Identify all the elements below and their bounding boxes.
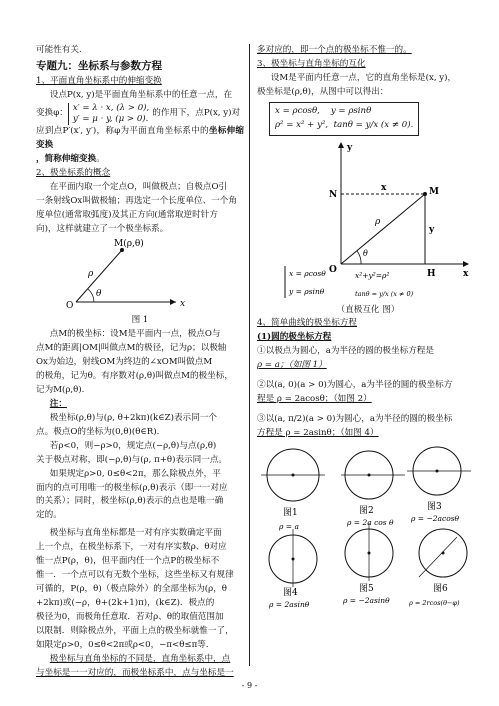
fig-equation: y = ρsinθ — [289, 286, 325, 296]
section-title: 专题九：坐标系与参数方程 — [36, 59, 162, 72]
paragraph-text: ①以极点为圆心，a为半径的圆的极坐标方程是 — [257, 346, 434, 357]
caption-fig1: 图1 — [283, 507, 298, 518]
paragraph-text: 以限制．则除极点外，平面上点的极坐标就惟一了， — [36, 625, 234, 636]
paragraph-text: 的作用下，点P(x, y)对 — [152, 107, 241, 118]
label-x: x — [180, 299, 186, 310]
center-dot — [368, 551, 371, 554]
eq-fig2: ρ = 2a cos θ — [347, 517, 394, 527]
paragraph-text: +2kπ)或(−ρ，θ+(2k+1)π)，(k∈Z)．极点的 — [36, 597, 215, 608]
intro-line: 可能性有关. — [36, 45, 82, 55]
formula: x = ρcosθ, — [275, 105, 320, 116]
formula: y = ρsinθ — [330, 105, 372, 116]
figure-caption: （直极互化 图） — [336, 304, 400, 315]
subsection-conversion: 3、极坐标与直角坐标的互化 — [257, 58, 366, 69]
formula-row — [275, 119, 413, 133]
label-rho: ρ — [375, 216, 381, 227]
figure-conversion — [257, 138, 479, 306]
paragraph-text: 惟一点P(ρ，θ)，但平面内任一个点P的极坐标不 — [36, 556, 220, 567]
label-x: x — [463, 268, 469, 279]
label-x-top: x — [381, 182, 387, 193]
paragraph-text: 极坐标与直角坐标都是一对有序实数确定平面 — [49, 528, 222, 539]
paragraph-text: 与坐标是一一对应的，而极坐标系中，点与坐标是一 — [36, 667, 234, 678]
right-column — [257, 44, 479, 611]
label-y: y — [347, 142, 353, 153]
paragraph-text: 关于极点对称，即(−ρ,θ)与(ρ, π+θ)表示同一点。 — [36, 454, 228, 465]
conversion-formula-box — [269, 102, 419, 136]
eq-fig5: ρ = −2asinθ — [343, 595, 390, 605]
paragraph-text: 设M是平面内任意一点，它的直角坐标是(x, y)， — [270, 72, 457, 83]
left-column — [36, 44, 244, 680]
paragraph-text: 若ρ<0，则−ρ>0，规定点(−ρ,θ)与点(ρ,θ) — [49, 440, 217, 451]
transform-equations — [68, 103, 149, 125]
formula: ρ² = x² + y², — [275, 119, 329, 130]
eq-fig4: ρ = 2asinθ — [269, 599, 310, 609]
center-dot — [436, 469, 439, 472]
caption-fig2: 图2 — [359, 505, 374, 516]
label-rho: ρ — [88, 269, 94, 280]
paragraph-text: 极径为0，而极角任意取．若对ρ、θ的取值范围加 — [36, 611, 224, 622]
paragraph-text: 上一个点，在极坐标系下，一对有序实数ρ、θ对应 — [36, 542, 227, 553]
bold-term: 伸缩变换 — [61, 153, 97, 164]
circle-figures — [257, 441, 479, 611]
equation: y′ = μ · y, (μ > 0). — [72, 113, 149, 124]
paragraph-text: 的关系）；同时，极坐标(ρ,θ)表示的点也是唯一确 — [36, 496, 224, 507]
figure-1-polar — [36, 236, 244, 322]
equation-line: 方程是 ρ = 2asinθ；（如图 4） — [257, 427, 379, 438]
label-theta: θ — [363, 248, 368, 258]
fig-equation: tanθ = y/x (x ≠ 0) — [355, 289, 414, 298]
subsection-stretch-transform: 1、平面直角坐标系中的伸缩变换 — [36, 75, 162, 86]
ray-om — [341, 194, 425, 264]
note-label: 注： — [49, 399, 67, 410]
subsection-circle: (1)圆的极坐标方程 — [257, 332, 332, 343]
paragraph-text: 向)，这样就建立了一个极坐标系。 — [36, 223, 169, 234]
label-y-side: y — [429, 224, 435, 235]
formula-row — [275, 105, 413, 119]
label-o: O — [66, 301, 74, 312]
paragraph-text — [36, 153, 244, 167]
paragraph-text: 变换φ： — [36, 107, 68, 118]
angle-arc — [357, 251, 361, 264]
equation-line: ρ = a；（如图 1） — [257, 360, 327, 371]
caption-fig4: 图4 — [283, 587, 298, 598]
paragraph-text: 定的。 — [36, 510, 62, 521]
formula: tanθ = y/x (x ≠ 0). — [333, 119, 414, 130]
equation: x′ = λ · x, (λ > 0), — [72, 102, 150, 113]
equation-line: 程是 ρ = 2acosθ；（如图 2） — [257, 394, 372, 405]
label-n: N — [329, 189, 338, 200]
label-m: M(ρ,θ) — [114, 239, 144, 250]
eq-fig3: ρ = −2acosθ — [411, 513, 460, 523]
center-dot — [442, 551, 445, 554]
paragraph-text: 点M的极坐标：设M是平面内一点，极点O与 — [49, 329, 221, 340]
point-m — [423, 192, 427, 196]
text: 应到点P′(x′, y′)，称φ为平面直角坐标系中的 — [36, 126, 209, 137]
paragraph-text: 如果规定ρ>0, 0≤θ<2π，那么除极点外，平 — [49, 468, 221, 479]
paragraph-text: 多对应的，即一个点的极坐标不惟一的。 — [257, 45, 412, 55]
center-dot — [292, 473, 295, 476]
paragraph-text: 一条射线Ox叫做极轴；再选定一个长度单位、一个角 — [36, 195, 237, 206]
arrow-icon — [170, 299, 176, 305]
caption-fig5: 图5 — [359, 583, 374, 594]
paragraph-text — [36, 125, 244, 153]
fig-equation: x = ρcosθ — [289, 268, 326, 278]
paragraph-text: 极坐标与直角坐标的不同是，直角坐标系中，点 — [49, 653, 231, 664]
paragraph-text: 极坐标(ρ,θ)与(ρ, θ+2kπ)(k∈Z)表示同一个 — [49, 412, 217, 423]
subsection-polar-concept: 2、极坐标系的概念 — [36, 167, 111, 178]
caption-fig6: 图6 — [433, 583, 448, 594]
paragraph-text: 记为M(ρ,θ). — [36, 385, 85, 396]
subsection-curves: 4、简单曲线的极坐标方程 — [257, 318, 357, 329]
label-o: O — [329, 264, 337, 275]
page-number: - 9 - — [241, 681, 258, 690]
paragraph-text: ②以(a, 0)(a > 0)为圆心，a为半径的圆的极坐标方 — [257, 380, 453, 391]
label-h: H — [427, 268, 436, 279]
text: 。 — [96, 153, 105, 164]
text: ，简称 — [36, 153, 62, 164]
paragraph-text: 如限定ρ>0，0≤θ<2π或ρ<0，−π<θ≤π等． — [36, 639, 215, 650]
angle-arc — [88, 289, 94, 302]
arrow-icon — [463, 261, 469, 267]
eq-fig1: ρ = a — [279, 521, 299, 531]
label-m: M — [429, 186, 439, 197]
fig-equation: x²+y²=ρ² — [355, 270, 390, 280]
paragraph-text: 点M的距离|OM|叫做点M的极径，记为ρ；以极轴 — [36, 343, 227, 354]
paragraph-text: 度单位(通常取弧度)及其正方向(通常取逆时针方 — [36, 209, 218, 220]
paragraph-text: 的极角，记为θ。有序数对(ρ,θ)叫做点M的极坐标， — [36, 371, 233, 382]
paragraph-text: 极坐标是(ρ,θ)，从图中可以得出： — [257, 86, 389, 97]
paragraph-text: 点。极点O的坐标为(0,θ)(θ∈R). — [36, 426, 160, 437]
paragraph-text: 惟一．一个点可以有无数个坐标，这些坐标又有规律 — [36, 570, 234, 581]
center-dot — [368, 473, 371, 476]
paragraph-text: ③以(a, π/2)(a > 0)为圆心，a为半径的圆的极坐标 — [257, 413, 453, 424]
column-divider — [249, 44, 250, 666]
label-theta: θ — [96, 289, 102, 300]
center-dot — [292, 557, 295, 560]
axis-line — [419, 537, 457, 577]
figure-caption: 图 1 — [131, 315, 149, 326]
paragraph-text: 可循的，P(ρ，θ)（极点除外）的全部坐标为(ρ，θ — [36, 584, 227, 594]
paragraph-text: Ox为始边，射线OM为终边的∠xOM叫做点M — [36, 357, 213, 368]
paragraph-text: 面内的点可用唯一的极坐标(ρ,θ)表示（即一一对应 — [36, 482, 228, 493]
arrow-icon — [338, 142, 344, 148]
paragraph-text: 在平面内取一个定点O，叫做极点；自极点O引 — [49, 181, 228, 192]
caption-fig3: 图3 — [427, 501, 442, 512]
eq-fig6: ρ = 2rcos(θ−φ) — [409, 598, 460, 607]
paragraph-text: 设点P(x, y)是平面直角坐标系中的任意一点，在 — [49, 89, 233, 100]
bold-term: 坐标伸缩变换 — [36, 126, 244, 151]
transform-equation-row — [36, 103, 244, 125]
